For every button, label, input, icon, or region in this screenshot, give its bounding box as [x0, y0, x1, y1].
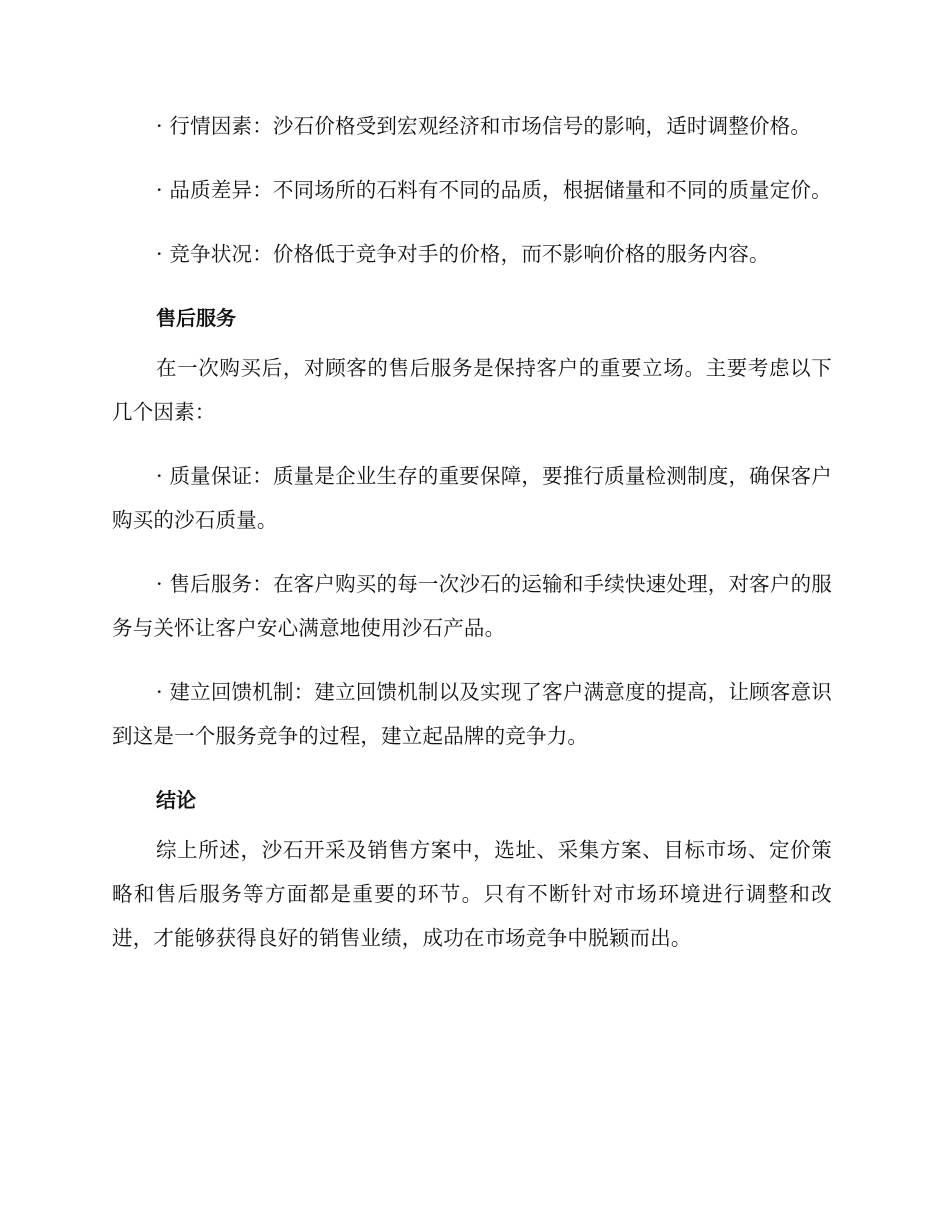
section-heading-after-sales: 售后服务 — [156, 306, 236, 330]
document-body — [112, 104, 832, 980]
bullet-market-factors: · 行情因素：沙石价格受到宏观经济和市场信号的影响，适时调整价格。 — [156, 114, 812, 138]
bullet-quality-difference: · 品质差异：不同场所的石料有不同的品质，根据储量和不同的质量定价。 — [156, 178, 832, 202]
conclusion-paragraph: 综上所述，沙石开采及销售方案中，选址、采集方案、目标市场、定价策略和售后服务等方面都是重要的环节。只有不断针对市场环境进行调整和改进，才能够获得良好的销售业绩，成功在市场竞争中脱颖而出。 — [112, 838, 832, 950]
bullet-feedback-mechanism: · 建立回馈机制：建立回馈机制以及实现了客户满意度的提高，让顾客意识到这是一个服务竞争的过程，建立起品牌的竞争力。 — [112, 680, 832, 748]
bullet-competition: · 竞争状况：价格低于竞争对手的价格，而不影响价格的服务内容。 — [156, 242, 770, 266]
bullet-quality-assurance: · 质量保证：质量是企业生存的重要保障，要推行质量检测制度，确保客户购买的沙石质量。 — [112, 464, 832, 532]
section-heading-conclusion: 结论 — [156, 788, 196, 812]
after-sales-intro: 在一次购买后，对顾客的售后服务是保持客户的重要立场。主要考虑以下几个因素： — [112, 356, 832, 424]
bullet-after-sales-service: · 售后服务：在客户购买的每一次沙石的运输和手续快速处理，对客户的服务与关怀让客户安心满意地使用沙石产品。 — [112, 572, 832, 640]
